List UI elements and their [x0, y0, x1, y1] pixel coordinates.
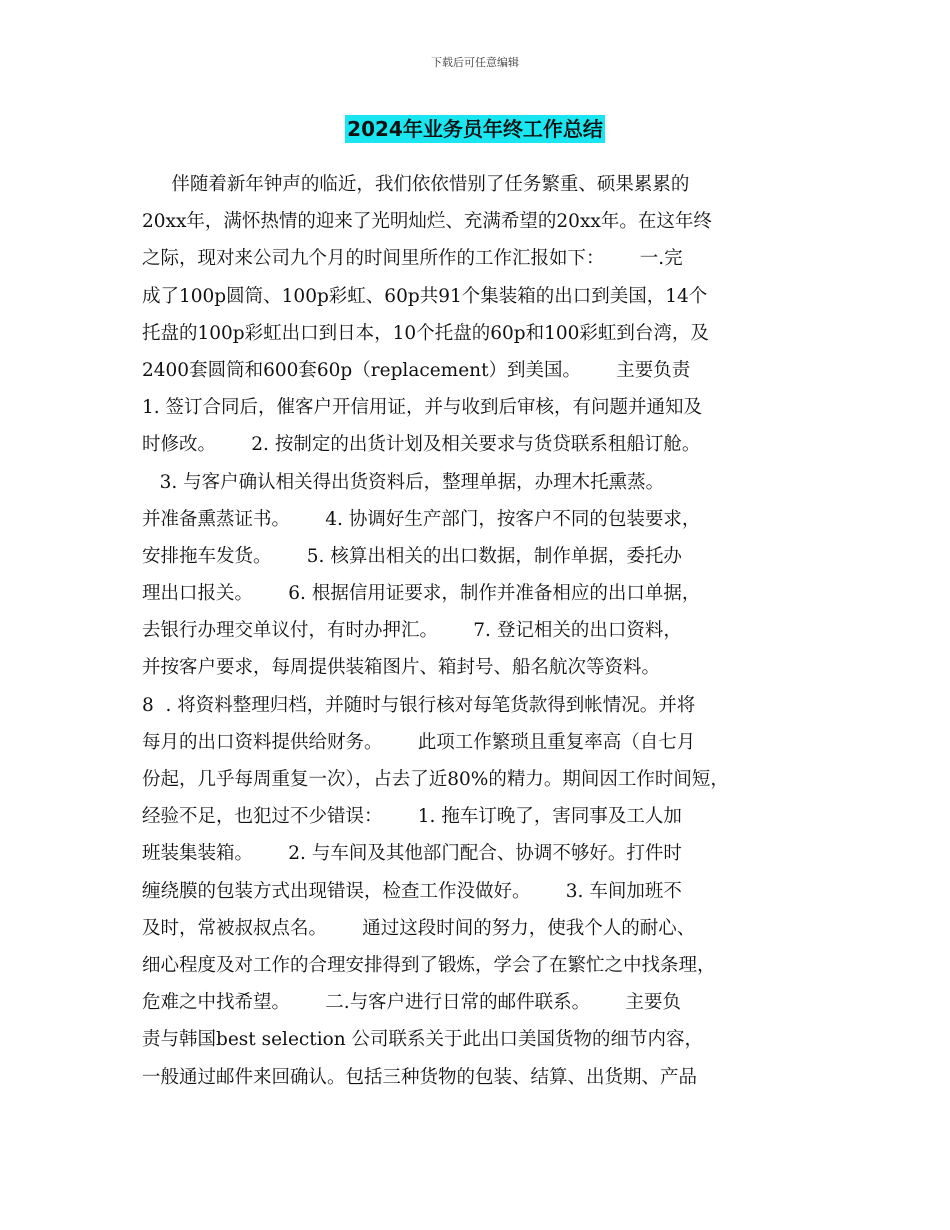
body-line: 班装集装箱。 2. 与车间及其他部门配合、协调不够好。打件时 [142, 843, 682, 865]
body-line: 并按客户要求，每周提供装箱图片、箱封号、船名航次等资料。 [142, 657, 661, 679]
body-line: 托盘的100p彩虹出口到日本，10个托盘的60p和100彩虹到台湾，及 [142, 322, 709, 344]
body-line: 时修改。 2. 按制定的出货计划及相关要求与货贷联系租船订舱。 [142, 434, 701, 456]
body-line: 去银行办理交单议付，有时办押汇。 7. 登记相关的出口资料， [142, 620, 682, 642]
body-line: 及时，常被叔叔点名。 通过这段时间的努力，使我个人的耐心、 [142, 917, 696, 939]
body-line: 危难之中找希望。 二.与客户进行日常的邮件联系。 主要负 [142, 992, 681, 1014]
body-line: 每月的出口资料提供给财务。 此项工作繁琐且重复率高（自七月 [142, 731, 696, 753]
body-line: 2400套圆筒和600套60p（replacement）到美国。 主要负责 [142, 359, 691, 381]
body-line: 成了100p圆筒、100p彩虹、60p共91个集装箱的出口到美国，14个 [142, 285, 708, 307]
title-container [0, 115, 950, 143]
body-line: 责与韩国best selection 公司联系关于此出口美国货物的细节内容， [142, 1029, 704, 1051]
body-line: 细心程度及对工作的合理安排得到了锻炼，学会了在繁忙之中找条理， [142, 954, 716, 976]
page-header: 下载后可任意编辑 [431, 56, 519, 69]
body-line: 一般通过邮件来回确认。包括三种货物的包装、结算、出货期、产品 [142, 1066, 698, 1088]
body-line: 份起，几乎每周重复一次），占去了近80%的精力。期间因工作时间短， [142, 769, 729, 790]
body-line: 经验不足，也犯过不少错误： 1. 拖车订晚了，害同事及工人加 [142, 806, 682, 828]
body-line: 1. 签订合同后，催客户开信用证，并与收到后审核，有问题并通知及 [142, 397, 703, 419]
body-line: 8 . 将资料整理归档，并随时与银行核对每笔货款得到帐情况。并将 [142, 694, 696, 716]
document-body [142, 166, 822, 1096]
body-line: 伴随着新年钟声的临近，我们依依惜别了任务繁重、硕果累累的 [142, 174, 690, 195]
body-line: 理出口报关。 6. 根据信用证要求，制作并准备相应的出口单据， [142, 583, 701, 605]
document-title: 2024年业务员年终工作总结 [347, 117, 603, 141]
body-line: 之际，现对来公司九个月的时间里所作的工作汇报如下： 一.完 [142, 248, 683, 270]
body-line: 安排拖车发货。 5. 核算出相关的出口数据，制作单据，委托办 [142, 545, 682, 567]
body-line: 并准备熏蒸证书。 4. 协调好生产部门，按客户不同的包装要求， [142, 508, 701, 530]
body-line: 3. 与客户确认相关得出货资料后，整理单据，办理木托熏蒸。 [142, 471, 665, 493]
body-line: 20xx年，满怀热情的迎来了光明灿烂、充满希望的20xx年。在这年终 [142, 211, 712, 233]
body-line: 缠绕膜的包装方式出现错误，检查工作没做好。 3. 车间加班不 [142, 880, 682, 902]
